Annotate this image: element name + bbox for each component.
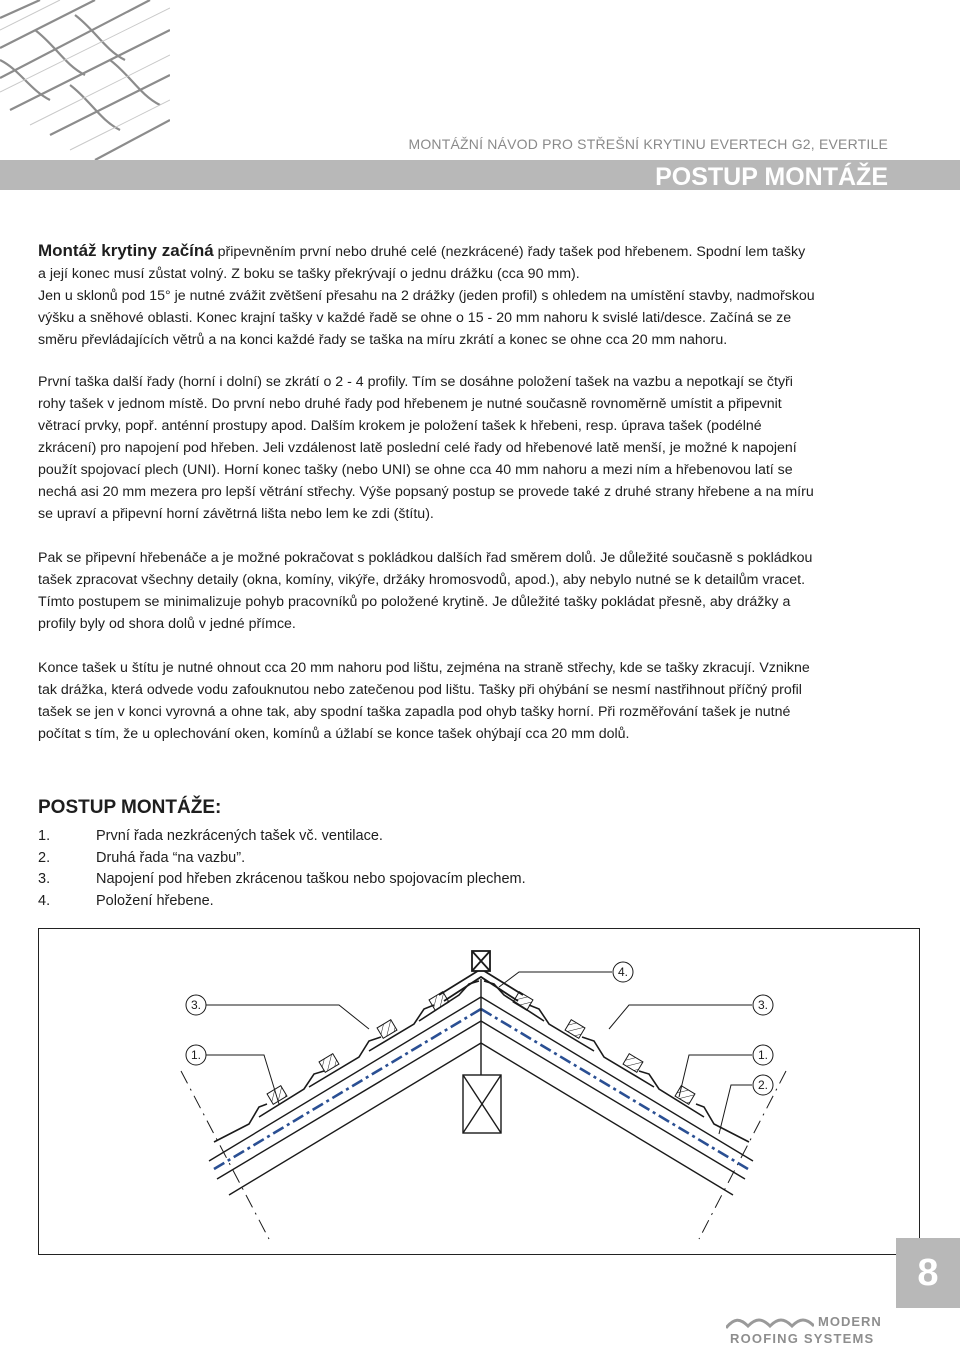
step-number: 1.	[38, 828, 51, 844]
paragraph-2-line: nechá asi 20 mm mezera pro lepší větrání střechy. Výše popsaný postup se provede také z druhé strany hřebene a na míru	[38, 484, 814, 500]
rafter-right	[481, 997, 753, 1195]
paragraph-1	[38, 240, 923, 351]
step-item	[38, 848, 526, 870]
paragraph-4	[38, 657, 923, 745]
document-title: MONTÁŽNÍ NÁVOD PRO STŘEŠNÍ KRYTINU EVERTECH G2, EVERTILE	[408, 136, 888, 152]
paragraph-4-line: tašek se jen v konci vyrovná a ohne tak, aby spodní taška zapadla pod ohyb tašky horní. Při rozměřování tašek je nutné	[38, 704, 791, 720]
step-number: 2.	[38, 849, 51, 866]
rafter-left	[209, 997, 481, 1195]
logo-text-bottom: ROOFING SYSTEMS	[730, 1331, 875, 1346]
paragraph-3	[38, 547, 923, 635]
steps-title: POSTUP MONTÁŽE:	[38, 797, 222, 818]
paragraph-1-line: a její konec musí zůstat volný. Z boku se tašky překrývají o jednu drážku (cca 90 mm).	[38, 266, 580, 282]
ridge-beam	[463, 979, 501, 1133]
step-item	[38, 869, 526, 891]
callout-right-top: 3.	[757, 998, 769, 1012]
paragraph-4-line: počítat s tím, že u oplechování oken, komínů a úžlabí se konce tašek ohýbají cca 20 mm dolů.	[38, 726, 630, 742]
step-number: 4.	[38, 892, 51, 909]
page-number: 8	[896, 1238, 960, 1308]
paragraph-4-line: Konce tašek u štítu je nutné ohnout cca 20 mm nahoru pod lištu, zejména na straně střechy, kde se tašky zkracují. Vznikne	[38, 660, 810, 676]
logo-text-top: MODERN	[818, 1314, 882, 1329]
ridge-diagram-svg	[39, 929, 919, 1254]
roof-tile-corner-image	[0, 0, 170, 165]
paragraph-3-line: Tímto postupem se minimalizuje pohyb pracovníků po položené krytině. Je důležité tašky pokládat přesně, aby drážky a	[38, 594, 791, 610]
step-text: Napojení pod hřeben zkrácenou taškou nebo spojovacím plechem.	[96, 871, 526, 887]
step-text: První řada nezkrácených tašek vč. ventilace.	[96, 828, 383, 844]
section-title: POSTUP MONTÁŽE	[655, 163, 888, 191]
paragraph-2	[38, 371, 923, 525]
callout-left-top: 3.	[190, 998, 202, 1012]
step-text: Položení hřebene.	[96, 892, 214, 909]
callout-left-bottom: 1.	[190, 1048, 202, 1062]
paragraph-3-line: tašek zpracovat všechny detaily (okna, komíny, vikýře, držáky hromosvodů, apod.), aby nebylo nutné se k detailům vracet.	[38, 572, 806, 588]
step-item	[38, 826, 526, 848]
steps-list	[38, 826, 526, 912]
paragraph-4-line: tak drážka, která odvede vodu zafouknutou nebo zatečenou pod lištu. Tašky při ohýbání se nesmí nastřihnout příčný profil	[38, 682, 802, 698]
body-text	[38, 240, 923, 745]
callout-right-mid: 1.	[757, 1048, 769, 1062]
paragraph-2-line: rohy tašek v jednom místě. Do první nebo druhé řady pod hřebenem je nutné současně rovnoměrně umístit a připevnit	[38, 396, 782, 412]
step-item	[38, 891, 526, 913]
paragraph-2-line: větrací prvky, popř. anténní prostupy apod. Dalším krokem je položení tašek k hřebeni, resp. úprava tašek (podélné	[38, 418, 762, 434]
paragraph-1-line: směru převládajících větrů a na konci každé řady se taška na míru zkrátí a konec se ohne cca 20 mm nahoru.	[38, 332, 728, 348]
paragraph-2-line: První taška další řady (horní i dolní) se zkrátí o 2 - 4 profily. Tím se dosáhne položení tašek na vazbu a nepotkají se čtyři	[38, 374, 793, 390]
header-bar	[0, 160, 960, 190]
paragraph-2-line: zkrácení) pro napojení pod hřeben. Jeli vzdálenost latě poslední celé řady od hřebenové latě menší, je možné k napojení	[38, 440, 797, 456]
paragraph-1-line: výšku a sněhové oblasti. Konec krajní tašky v každé řadě se ohne o 15 - 20 mm nahoru k svislé lati/desce. Začíná se ze	[38, 310, 792, 326]
ridge-diagram	[38, 928, 920, 1255]
paragraph-1-line: připevněním první nebo druhé celé (nezkrácené) řady tašek pod hřebenem. Spodní lem tašky	[213, 244, 806, 260]
company-logo	[726, 1314, 896, 1348]
paragraph-2-line: použít spojovací plech (UNI). Horní konec tašky (nebo UNI) se ohne cca 40 mm nahoru a mezi ním a hřebenovou latí se	[38, 462, 793, 478]
paragraph-1-line: Jen u sklonů pod 15° je nutné zvážit zvětšení přesahu na 2 drážky (jeden profil) s ohledem na umístění stavby, nadmořskou	[38, 288, 815, 304]
roof-wave-logo-icon	[726, 1316, 814, 1330]
paragraph-1-lead: Montáž krytiny začíná	[38, 241, 214, 260]
paragraph-2-line: se upraví a připevní horní závětrná lišta nebo lem ke zdi (štítu).	[38, 506, 434, 522]
paragraph-3-line: profily byly od shora dolů v jedné přímce.	[38, 616, 296, 632]
paragraph-3-line: Pak se připevní hřebenáče a je možné pokračovat s pokládkou dalších řad směrem dolů. Je důležité současně s pokládkou	[38, 550, 813, 566]
callout-right-bottom: 2.	[757, 1078, 769, 1092]
callout-right-ridge: 4.	[617, 965, 629, 979]
step-number: 3.	[38, 871, 51, 887]
step-text: Druhá řada “na vazbu”.	[96, 849, 246, 866]
